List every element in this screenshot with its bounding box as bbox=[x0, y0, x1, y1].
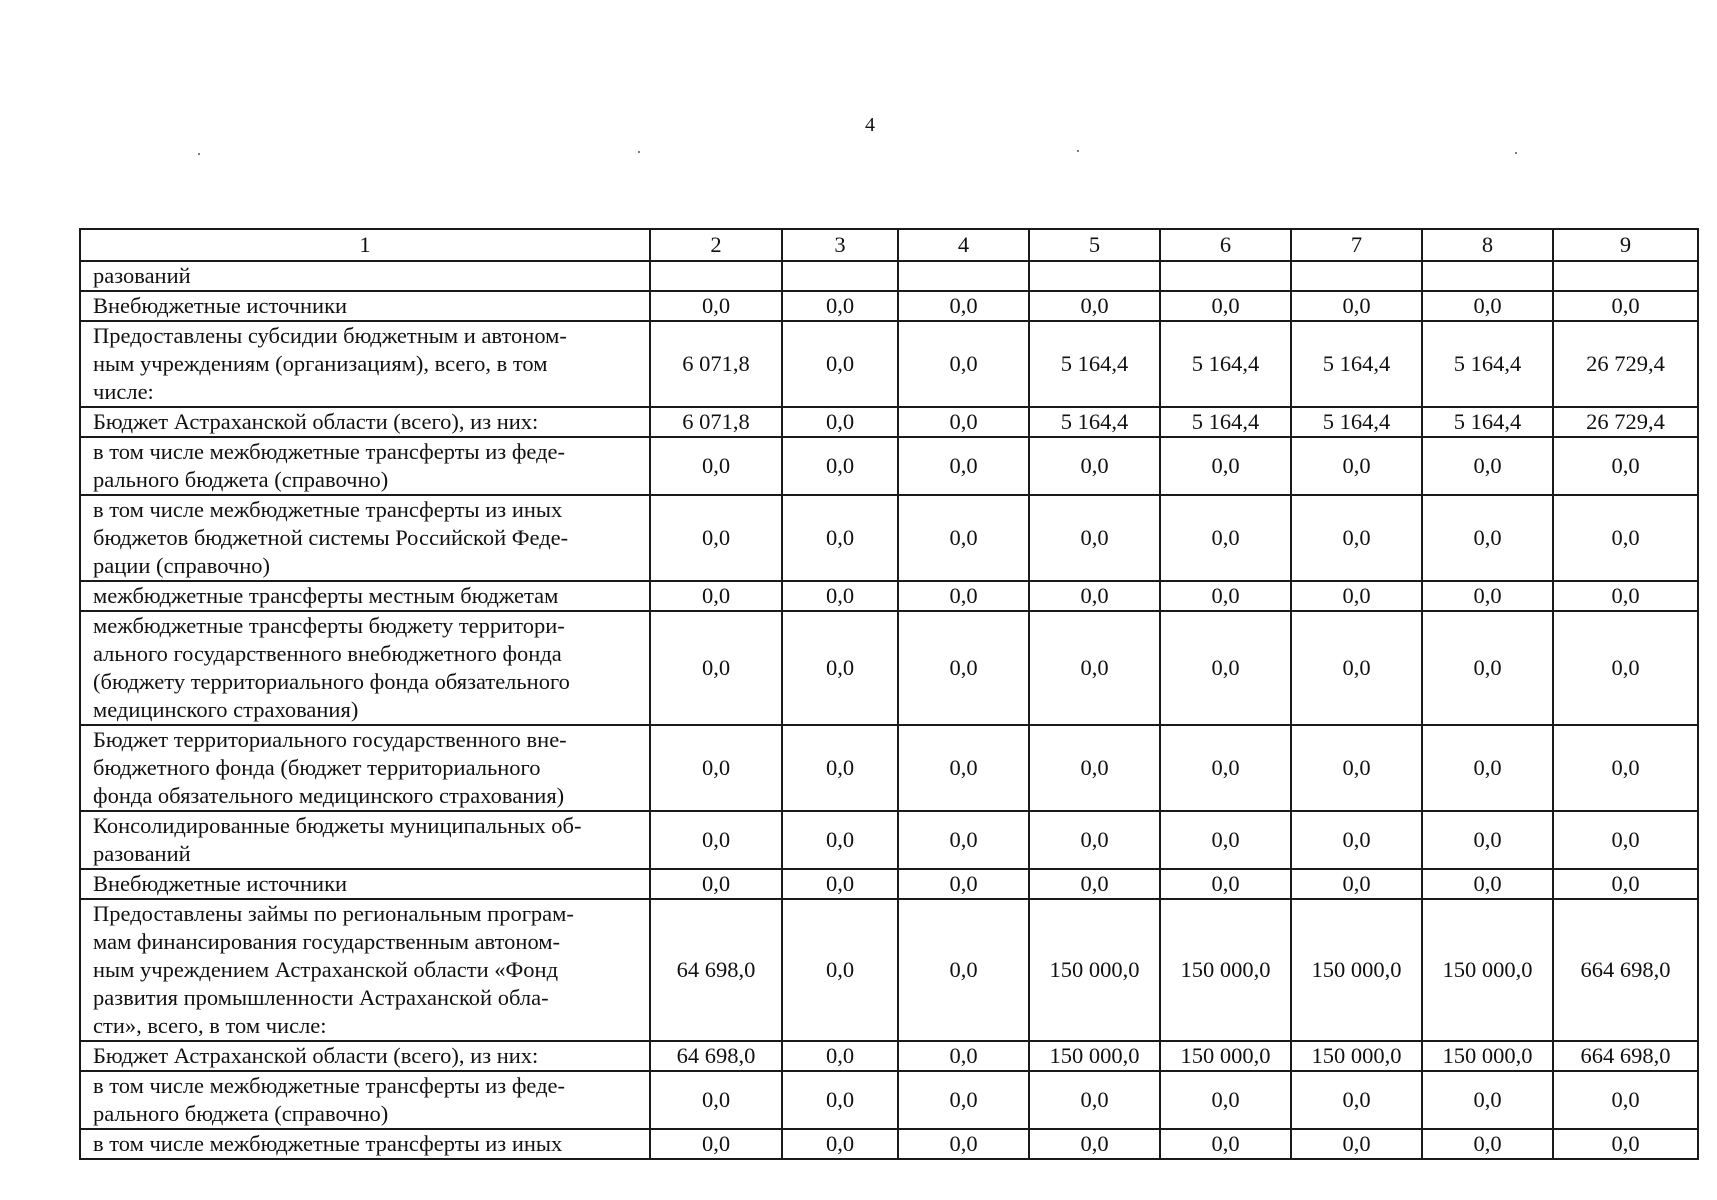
cell-value: 664 698,0 bbox=[1553, 1041, 1698, 1071]
cell-value: 0,0 bbox=[1029, 437, 1160, 495]
cell-value: 0,0 bbox=[1291, 1129, 1422, 1159]
cell-value: 0,0 bbox=[1029, 495, 1160, 581]
cell-value: 0,0 bbox=[1291, 437, 1422, 495]
row-label: межбюджетные трансферты местным бюджетам bbox=[80, 581, 650, 611]
cell-value: 0,0 bbox=[1160, 611, 1291, 725]
cell-value: 0,0 bbox=[1029, 725, 1160, 811]
row-label: в том числе межбюджетные трансферты из иных бюджетов бюджетной системы Российской Феде- рации (справочно) bbox=[80, 495, 650, 581]
cell-value: 0,0 bbox=[650, 611, 782, 725]
cell-value: 150 000,0 bbox=[1422, 1041, 1553, 1071]
cell-value: 0,0 bbox=[898, 407, 1029, 437]
cell-value: 64 698,0 bbox=[650, 1041, 782, 1071]
cell-value: 150 000,0 bbox=[1422, 899, 1553, 1041]
row-label: разований bbox=[80, 261, 650, 291]
table-row bbox=[80, 1129, 1698, 1159]
column-header: 4 bbox=[898, 229, 1029, 261]
cell-value bbox=[898, 261, 1029, 291]
cell-value: 0,0 bbox=[1029, 611, 1160, 725]
cell-value bbox=[1422, 261, 1553, 291]
scan-speck bbox=[638, 151, 640, 153]
cell-value: 0,0 bbox=[1422, 291, 1553, 321]
cell-value: 0,0 bbox=[1029, 581, 1160, 611]
row-label: Бюджет Астраханской области (всего), из них: bbox=[80, 1041, 650, 1071]
cell-value: 5 164,4 bbox=[1291, 321, 1422, 407]
cell-value: 0,0 bbox=[1160, 291, 1291, 321]
cell-value: 0,0 bbox=[1553, 495, 1698, 581]
cell-value bbox=[650, 261, 782, 291]
column-header: 5 bbox=[1029, 229, 1160, 261]
table-row bbox=[80, 261, 1698, 291]
cell-value: 0,0 bbox=[650, 869, 782, 899]
cell-value: 0,0 bbox=[782, 291, 898, 321]
row-label: Внебюджетные источники bbox=[80, 869, 650, 899]
cell-value: 5 164,4 bbox=[1160, 407, 1291, 437]
cell-value: 150 000,0 bbox=[1291, 899, 1422, 1041]
cell-value: 0,0 bbox=[898, 725, 1029, 811]
cell-value: 0,0 bbox=[782, 1129, 898, 1159]
cell-value: 0,0 bbox=[1422, 725, 1553, 811]
cell-value: 0,0 bbox=[650, 437, 782, 495]
cell-value: 0,0 bbox=[898, 291, 1029, 321]
cell-value: 0,0 bbox=[782, 407, 898, 437]
table-body bbox=[80, 261, 1698, 1159]
cell-value: 0,0 bbox=[1160, 437, 1291, 495]
cell-value: 0,0 bbox=[1160, 581, 1291, 611]
cell-value: 150 000,0 bbox=[1029, 1041, 1160, 1071]
cell-value: 0,0 bbox=[782, 321, 898, 407]
table-row bbox=[80, 899, 1698, 1041]
cell-value: 26 729,4 bbox=[1553, 321, 1698, 407]
cell-value: 0,0 bbox=[650, 495, 782, 581]
table-row bbox=[80, 321, 1698, 407]
cell-value bbox=[1291, 261, 1422, 291]
cell-value: 5 164,4 bbox=[1291, 407, 1422, 437]
scan-speck bbox=[1077, 150, 1079, 152]
cell-value: 0,0 bbox=[1291, 581, 1422, 611]
cell-value bbox=[1160, 261, 1291, 291]
cell-value: 0,0 bbox=[1160, 495, 1291, 581]
cell-value: 0,0 bbox=[1029, 1071, 1160, 1129]
cell-value: 0,0 bbox=[1291, 869, 1422, 899]
cell-value: 0,0 bbox=[898, 495, 1029, 581]
cell-value: 0,0 bbox=[782, 611, 898, 725]
cell-value: 0,0 bbox=[650, 1071, 782, 1129]
page-number: 4 bbox=[865, 114, 875, 136]
cell-value: 0,0 bbox=[1422, 1071, 1553, 1129]
cell-value: 0,0 bbox=[898, 321, 1029, 407]
cell-value: 0,0 bbox=[1553, 611, 1698, 725]
cell-value: 0,0 bbox=[1160, 725, 1291, 811]
cell-value bbox=[1029, 261, 1160, 291]
cell-value: 0,0 bbox=[1422, 869, 1553, 899]
cell-value: 0,0 bbox=[898, 437, 1029, 495]
cell-value: 6 071,8 bbox=[650, 321, 782, 407]
cell-value: 0,0 bbox=[1029, 869, 1160, 899]
row-label: Предоставлены субсидии бюджетным и автоном- ным учреждениям (организациям), всего, в том числе: bbox=[80, 321, 650, 407]
table-row bbox=[80, 811, 1698, 869]
row-label: Внебюджетные источники bbox=[80, 291, 650, 321]
cell-value: 0,0 bbox=[650, 725, 782, 811]
row-label: в том числе межбюджетные трансферты из феде- рального бюджета (справочно) bbox=[80, 437, 650, 495]
cell-value: 64 698,0 bbox=[650, 899, 782, 1041]
row-label: в том числе межбюджетные трансферты из иных bbox=[80, 1129, 650, 1159]
row-label: Бюджет территориального государственного вне- бюджетного фонда (бюджет территориального фонда обязательного медицинского страхования) bbox=[80, 725, 650, 811]
cell-value: 664 698,0 bbox=[1553, 899, 1698, 1041]
cell-value: 0,0 bbox=[898, 1129, 1029, 1159]
cell-value: 5 164,4 bbox=[1160, 321, 1291, 407]
table-row bbox=[80, 291, 1698, 321]
cell-value: 0,0 bbox=[1422, 611, 1553, 725]
scan-speck bbox=[198, 153, 200, 155]
cell-value: 0,0 bbox=[1553, 1129, 1698, 1159]
cell-value bbox=[1553, 261, 1698, 291]
column-header: 2 bbox=[650, 229, 782, 261]
table-row bbox=[80, 611, 1698, 725]
row-label: межбюджетные трансферты бюджету территори- ального государственного внебюджетного фонда (бюджету территориального фонда обязательного медицинского страхования) bbox=[80, 611, 650, 725]
cell-value: 0,0 bbox=[1553, 1071, 1698, 1129]
cell-value: 0,0 bbox=[1029, 1129, 1160, 1159]
cell-value: 0,0 bbox=[650, 291, 782, 321]
cell-value: 0,0 bbox=[1029, 291, 1160, 321]
column-header: 3 bbox=[782, 229, 898, 261]
cell-value: 0,0 bbox=[1291, 1071, 1422, 1129]
row-label: Консолидированные бюджеты муниципальных об- разований bbox=[80, 811, 650, 869]
cell-value: 5 164,4 bbox=[1422, 407, 1553, 437]
table-row bbox=[80, 869, 1698, 899]
cell-value: 0,0 bbox=[782, 1041, 898, 1071]
budget-table bbox=[79, 228, 1699, 1160]
cell-value: 0,0 bbox=[898, 869, 1029, 899]
cell-value: 0,0 bbox=[1553, 811, 1698, 869]
column-header: 7 bbox=[1291, 229, 1422, 261]
cell-value: 0,0 bbox=[1291, 291, 1422, 321]
cell-value: 150 000,0 bbox=[1160, 1041, 1291, 1071]
cell-value: 0,0 bbox=[1291, 495, 1422, 581]
cell-value: 0,0 bbox=[1291, 811, 1422, 869]
table-row bbox=[80, 407, 1698, 437]
cell-value: 0,0 bbox=[1422, 1129, 1553, 1159]
column-header: 1 bbox=[80, 229, 650, 261]
cell-value: 0,0 bbox=[1553, 725, 1698, 811]
column-header: 8 bbox=[1422, 229, 1553, 261]
cell-value: 0,0 bbox=[1553, 869, 1698, 899]
cell-value: 0,0 bbox=[1422, 581, 1553, 611]
cell-value: 0,0 bbox=[782, 1071, 898, 1129]
cell-value: 0,0 bbox=[782, 899, 898, 1041]
cell-value: 0,0 bbox=[1422, 495, 1553, 581]
cell-value: 0,0 bbox=[1160, 1129, 1291, 1159]
cell-value bbox=[782, 261, 898, 291]
cell-value: 0,0 bbox=[1422, 811, 1553, 869]
cell-value: 0,0 bbox=[1422, 437, 1553, 495]
cell-value: 150 000,0 bbox=[1160, 899, 1291, 1041]
cell-value: 0,0 bbox=[898, 611, 1029, 725]
cell-value: 5 164,4 bbox=[1422, 321, 1553, 407]
table-row bbox=[80, 437, 1698, 495]
cell-value: 0,0 bbox=[898, 581, 1029, 611]
cell-value: 0,0 bbox=[898, 1041, 1029, 1071]
cell-value: 0,0 bbox=[1553, 291, 1698, 321]
cell-value: 0,0 bbox=[782, 869, 898, 899]
cell-value: 5 164,4 bbox=[1029, 321, 1160, 407]
table-row bbox=[80, 495, 1698, 581]
row-label: Предоставлены займы по региональным програм- мам финансирования государственным автоном- ным учреждением Астраханской области «Фонд развития промышленности Астраханской обла- сти», всего, в том числе: bbox=[80, 899, 650, 1041]
cell-value: 0,0 bbox=[1553, 437, 1698, 495]
cell-value: 0,0 bbox=[898, 899, 1029, 1041]
cell-value: 0,0 bbox=[898, 1071, 1029, 1129]
cell-value: 26 729,4 bbox=[1553, 407, 1698, 437]
column-header: 9 bbox=[1553, 229, 1698, 261]
cell-value: 6 071,8 bbox=[650, 407, 782, 437]
cell-value: 0,0 bbox=[1160, 869, 1291, 899]
table-row bbox=[80, 725, 1698, 811]
column-header: 6 bbox=[1160, 229, 1291, 261]
cell-value: 0,0 bbox=[782, 495, 898, 581]
cell-value: 0,0 bbox=[1160, 811, 1291, 869]
cell-value: 0,0 bbox=[782, 437, 898, 495]
cell-value: 0,0 bbox=[650, 1129, 782, 1159]
cell-value: 0,0 bbox=[782, 725, 898, 811]
table-header-row bbox=[80, 229, 1698, 261]
table-row bbox=[80, 1041, 1698, 1071]
cell-value: 0,0 bbox=[1160, 1071, 1291, 1129]
cell-value: 0,0 bbox=[1291, 725, 1422, 811]
cell-value: 0,0 bbox=[1291, 611, 1422, 725]
cell-value: 0,0 bbox=[1029, 811, 1160, 869]
cell-value: 0,0 bbox=[1553, 581, 1698, 611]
cell-value: 0,0 bbox=[650, 811, 782, 869]
cell-value: 0,0 bbox=[782, 811, 898, 869]
row-label: в том числе межбюджетные трансферты из феде- рального бюджета (справочно) bbox=[80, 1071, 650, 1129]
cell-value: 150 000,0 bbox=[1029, 899, 1160, 1041]
cell-value: 150 000,0 bbox=[1291, 1041, 1422, 1071]
cell-value: 0,0 bbox=[782, 581, 898, 611]
table-row bbox=[80, 1071, 1698, 1129]
cell-value: 0,0 bbox=[898, 811, 1029, 869]
cell-value: 0,0 bbox=[650, 581, 782, 611]
row-label: Бюджет Астраханской области (всего), из них: bbox=[80, 407, 650, 437]
scan-speck bbox=[1515, 152, 1517, 154]
table-row bbox=[80, 581, 1698, 611]
cell-value: 5 164,4 bbox=[1029, 407, 1160, 437]
